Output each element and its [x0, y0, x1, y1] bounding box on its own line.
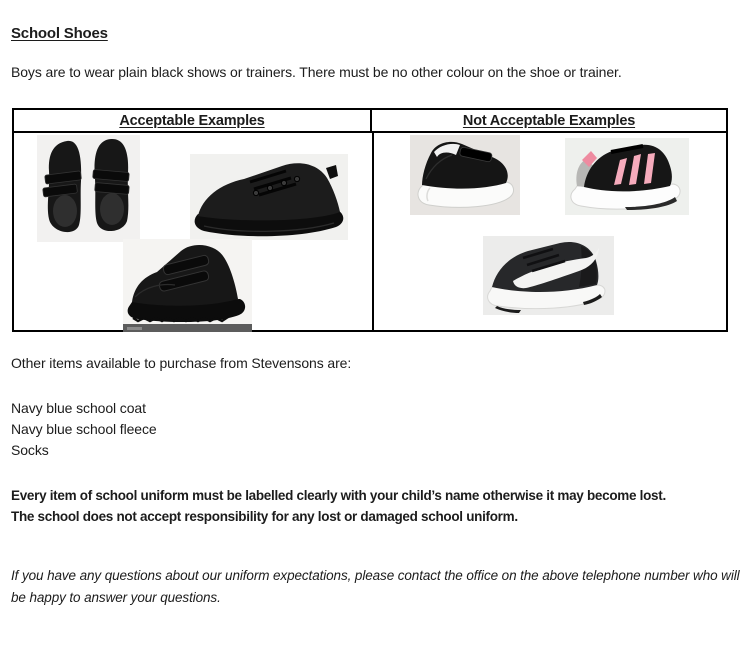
notice-line-2: The school does not accept responsibility for any lost or damaged school uniform. [11, 509, 518, 524]
list-item: Navy blue school coat [11, 400, 146, 416]
column-header-not-acceptable [372, 110, 726, 131]
questions-footnote: If you have any questions about our uniform expectations, please contact the office on the above telephone number who will be happy to answer your questions. [11, 568, 740, 605]
labelling-notice [11, 485, 743, 527]
intro-paragraph: Boys are to wear plain black shows or trainers. There must be no other colour on the shoe or trainer. [11, 64, 622, 80]
list-item: Navy blue school fleece [11, 421, 157, 437]
not-acceptable-swoosh-trainer-image [483, 236, 614, 315]
other-items-intro: Other items available to purchase from Stevensons are: [11, 355, 352, 371]
not-acceptable-white-sole-trainer-image [410, 135, 520, 215]
shoe-examples-table [12, 108, 728, 332]
acceptable-shoes-pair-top-image [37, 135, 140, 242]
acceptable-black-trainer-image [190, 154, 348, 240]
column-header-acceptable [14, 110, 372, 131]
page-title: School Shoes [11, 25, 108, 42]
table-column-divider [372, 133, 374, 330]
table-body-row [14, 133, 726, 330]
table-header-row [14, 110, 726, 133]
notice-line-1: Every item of school uniform must be labelled clearly with your child’s name otherwise it may become lost. [11, 488, 666, 503]
list-item: Socks [11, 442, 49, 458]
image-caption-bar [123, 324, 252, 332]
acceptable-velcro-trainer-image [123, 239, 252, 332]
not-acceptable-header-label: Not Acceptable Examples [462, 112, 636, 129]
other-items-list [11, 398, 157, 461]
acceptable-header-label: Acceptable Examples [119, 112, 265, 129]
not-acceptable-pink-stripe-trainer-image [565, 138, 689, 215]
